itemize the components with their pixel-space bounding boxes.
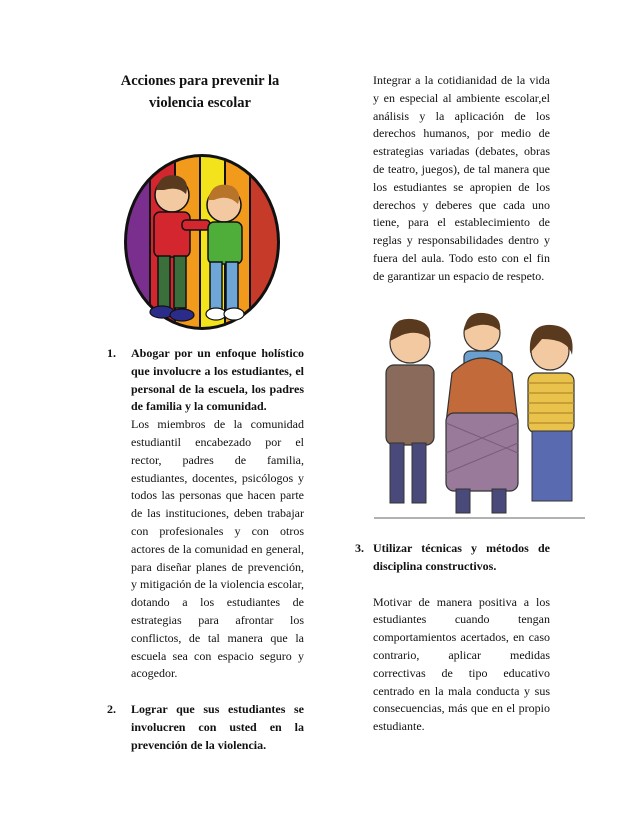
list-item-number: 1. <box>107 346 116 360</box>
left-column <box>95 70 305 114</box>
left-list <box>107 345 304 755</box>
right-column <box>355 72 550 286</box>
girl-right-figure <box>528 325 574 501</box>
document-title: Acciones para prevenir la violencia escolar <box>120 73 280 111</box>
arguing-children-illustration <box>120 150 285 335</box>
intro-paragraph: Integrar a la cotidianidad de la vida y en especial al ambiente escolar,el análisis y la aplicación de los derechos humanos, por medio de estrategias variadas (debates, obras de teatro, juegos), de tal manera que los estudiantes se apropien de los derechos y deberes que cada uno tiene, para el establecimiento de reglas y responsabilidades dentro y fuera del aula. Todo esto con el fin de garantizar un espacio de respeto. <box>373 73 550 283</box>
list-item <box>107 701 304 754</box>
right-list <box>355 540 550 736</box>
rainbow-background <box>120 150 285 335</box>
list-item-number: 2. <box>107 702 116 717</box>
list-item <box>355 540 550 736</box>
girl-back-figure <box>446 358 518 513</box>
list-item-heading: Utilizar técnicas y métodos de disciplina constructivos. <box>373 541 550 573</box>
list-item-number: 3. <box>355 541 364 555</box>
list-item-heading: Abogar por un enfoque holístico que involucre a los estudiantes, el personal de la escuela, los padres de familia y la comunidad. <box>131 346 304 414</box>
list-item <box>107 345 304 683</box>
boy-left-figure <box>386 319 434 503</box>
list-item-text: Motivar de manera positiva a los estudiantes cuando tengan comportamientos acertados, en caso contrario, aplicar medidas correctivas de tipo educativo centrado en la mala conducta y sus consecuencias, más que en el propio estudiante. <box>373 594 550 734</box>
list-item-heading: Lograr que sus estudiantes se involucren con usted en la prevención de la violencia. <box>131 702 304 752</box>
list-item-text: Los miembros de la comunidad estudiantil encabezado por el rector, padres de familia, estudiantes, docentes, psicólogos y todos las personas que hacen parte de las instituciones, deben trabajar con profesionales y con otros actores de la comunidad en general, para diseñar planes de prevención, y mitigación de la violencia escolar, dotando a los estudiantes de estrategias para afrontar los conflictos, de tal manera que la escuela sea con espacio seguro y acogedor. <box>131 417 304 681</box>
children-talking-illustration <box>372 303 587 523</box>
